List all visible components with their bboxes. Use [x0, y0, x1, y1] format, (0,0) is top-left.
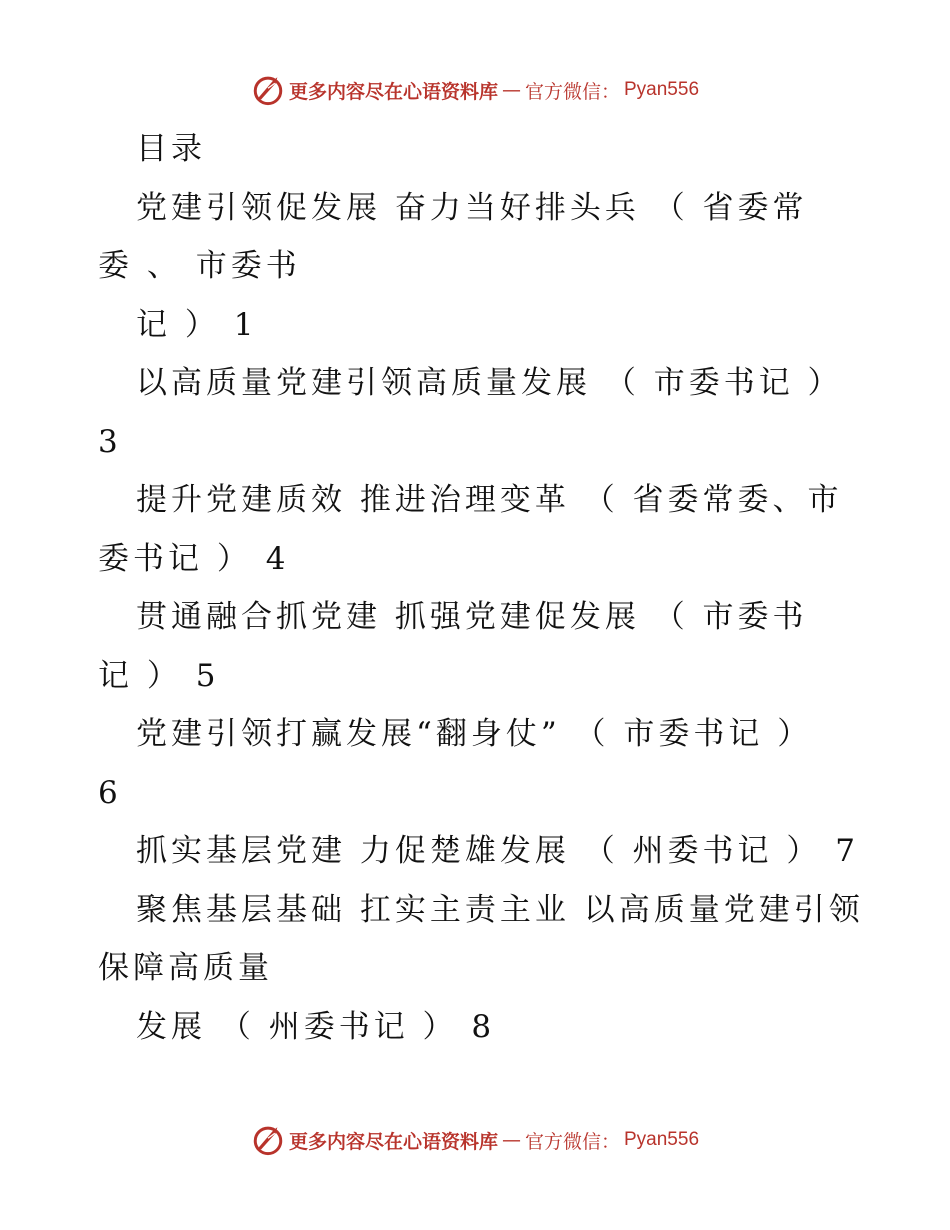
watermark-wechat-id: Pyan556: [624, 79, 700, 100]
quill-pen-logo-icon: [251, 73, 285, 107]
toc-line: 提升党建质效 推进治理变革 （ 省委常委、市: [136, 482, 843, 518]
toc-line: 保障高质量: [98, 950, 273, 986]
watermark-dash: —: [501, 1129, 521, 1151]
toc-line: 3: [98, 423, 122, 460]
toc-line: 党建引领打赢发展“翻身仗” （ 市委书记 ）: [136, 716, 813, 752]
watermark-wechat-label: 官方微信：: [524, 1130, 620, 1153]
watermark-brand: 更多内容尽在心语资料库: [288, 80, 498, 103]
watermark-wechat-id: Pyan556: [624, 1129, 700, 1150]
watermark-brand: 更多内容尽在心语资料库: [288, 1130, 498, 1153]
quill-pen-logo-icon: [251, 1123, 285, 1157]
toc-line: 聚焦基层基础 扛实主责主业 以高质量党建引领: [136, 891, 864, 928]
toc-title: 目录: [136, 131, 206, 167]
toc-line: 党建引领促发展 奋力当好排头兵 （ 省委常: [136, 189, 808, 226]
footer-watermark: [0, 1120, 950, 1160]
toc-line: 发展 （ 州委书记 ） 8: [136, 1008, 496, 1045]
toc-line: 6: [98, 774, 122, 811]
toc-line: 委书记 ） 4: [98, 540, 290, 577]
watermark-dash: —: [501, 79, 521, 101]
watermark-wechat-label: 官方微信：: [524, 80, 620, 103]
toc-line: 以高质量党建引领高质量发展 （ 市委书记 ）: [136, 365, 843, 401]
table-of-contents: [98, 120, 864, 1056]
toc-line: 抓实基层党建 力促楚雄发展 （ 州委书记 ） 7: [136, 833, 859, 869]
header-watermark: [0, 70, 950, 110]
toc-line: 记 ） 1: [136, 306, 258, 343]
toc-line: 委 、 市委书: [98, 248, 301, 284]
toc-line: 记 ） 5: [98, 657, 220, 694]
toc-line: 贯通融合抓党建 抓强党建促发展 （ 市委书: [136, 599, 808, 635]
